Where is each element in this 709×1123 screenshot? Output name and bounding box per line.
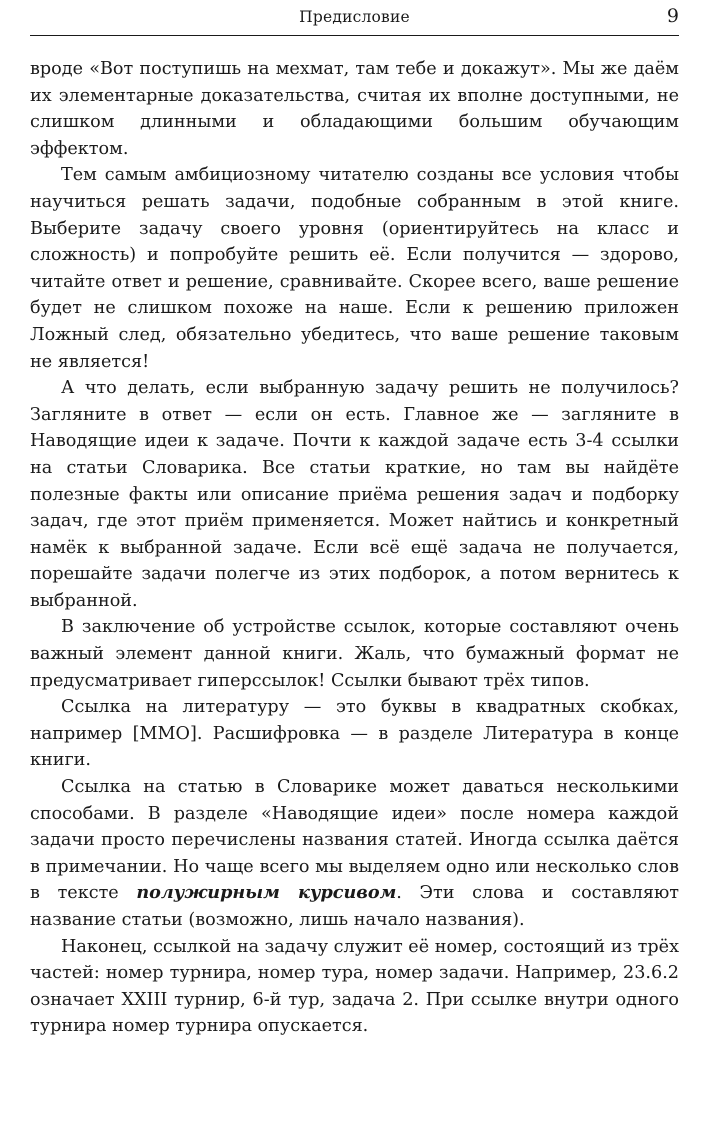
page-number: 9 [666,5,679,27]
paragraph-links-intro: В заключение об устройстве ссылок, которые составляют очень важный элемент данной книги. Жаль, что бумажный формат не предусматривает гиперссылок! Ссылки бывают трёх типов. [30,617,679,691]
body-text [30,56,679,1040]
paragraph-continuation: вроде «Вот поступишь на мехмат, там тебе и докажут». Мы же даём их элементарные доказательства, считая их вполне доступными, не слишком длинными и обладающими большим обучающим эффектом. [30,59,679,159]
bold-italic-emphasis: полужирным курсивом [136,882,397,904]
glossary-text-after: . Эти слова и составляют название статьи (возможно, лишь начало названия). [30,883,679,930]
running-header [30,0,679,36]
paragraph-conditions: Тем самым амбициозному читателю созданы все условия чтобы научиться решать задачи, подобные собранным в этой книге. Выберите задачу своего уровня (ориентируйтесь на класс и сложность) и попробуйте решить её. Если получится — здорово, читайте ответ и решение, сравнивайте. Скорее всего, ваше решение будет не слишком похоже на наше. Если к решению приложен Ложный след, обязательно убедитесь, что ваше решение таковым не является! [30,165,679,372]
paragraph-glossary-links [30,774,679,934]
paragraph-problem-links: Наконец, ссылкой на задачу служит её номер, состоящий из трёх частей: номер турнира, номер тура, номер задачи. Например, 23.6.2 означает XXIII турнир, 6-й тур, задача 2. При ссылке внутри одного турнира номер турнира опускается. [30,936,679,1037]
glossary-text-before: Ссылка на статью в Словарике может даваться несколькими способами. В разделе «Наводящие идеи» после номера каждой задачи просто перечислены названия статей. Иногда ссылка даётся в примечании. Но чаще всего мы выделяем одно или несколько слов в тексте [30,777,679,904]
paragraph-literature-links: Ссылка на литературу — это буквы в квадратных скобках, например [ММО]. Расшифровка — в разделе Литература в конце книги. [30,697,679,771]
book-page [30,0,679,1040]
chapter-title: Предисловие [299,8,410,26]
paragraph-if-unsolved: А что делать, если выбранную задачу решить не получилось? Загляните в ответ — если он есть. Главное же — загляните в Наводящие идеи к задаче. Почти к каждой задаче есть 3-4 ссылки на статьи Словарика. Все статьи краткие, но там вы найдёте полезные факты или описание приёма решения задач и подборку задач, где этот приём применяется. Может найтись и конкретный намёк к выбранной задаче. Если всё ещё задача не получается, порешайте задачи полегче из этих подборок, а потом вернитесь к выбранной. [30,378,679,611]
